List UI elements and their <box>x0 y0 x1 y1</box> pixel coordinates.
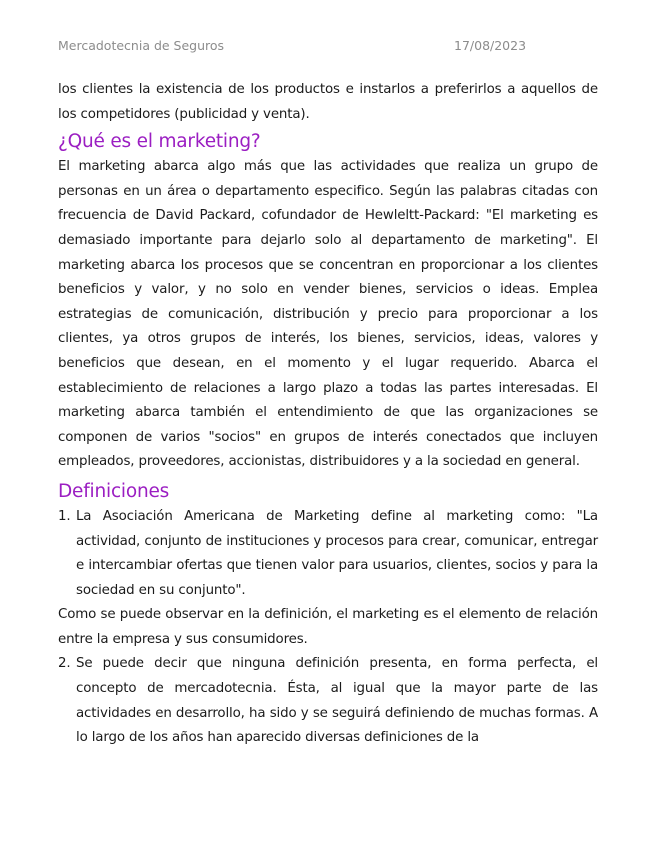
intro-paragraph: los clientes la existencia de los productos e instarlos a preferirlos a aquellos de los competidores (publicidad y venta). <box>58 82 598 122</box>
list-item-text: Se puede decir que ninguna definición presenta, en forma perfecta, el concepto de mercadotecnia. Ésta, al igual que la mayor parte de las actividades en desarrollo, ha sido y se seguirá definiendo de muchas formas. A lo largo de los años han aparecido diversas definiciones de la <box>76 656 598 746</box>
observation-paragraph: Como se puede observar en la definición, el marketing es el elemento de relación entre la empresa y sus consumidores. <box>58 607 598 647</box>
list-number: 2. <box>58 656 71 672</box>
heading-definiciones: Definiciones <box>58 480 170 502</box>
list-item-text: La Asociación Americana de Marketing define al marketing como: "La actividad, conjunto de instituciones y procesos para crear, comunicar, entregar e intercambiar ofertas que tienen valor para usuarios, clientes, socios y para la sociedad en su conjunto". <box>76 508 598 598</box>
list-item <box>58 652 598 750</box>
page-content <box>58 78 598 751</box>
definitions-list-2 <box>58 652 598 750</box>
list-number: 1. <box>58 508 71 524</box>
heading-que-es-marketing: ¿Qué es el marketing? <box>58 131 261 153</box>
document-date: 17/08/2023 <box>454 38 527 53</box>
marketing-paragraph: El marketing abarca algo más que las actividades que realiza un grupo de personas en un área o departamento especifico. Según las palabras citadas con frecuencia de David Packard, cofundador de Hewleltt-Packard: "El marketing es demasiado importante para dejarlo solo al departamento de marketing". El marketing abarca los procesos que se concentran en proporcionar a los clientes beneficios y valor, y no solo en vender bienes, servicios o ideas. Emplea estrategias de comunicación, distribución y precio para proporcionar a los clientes, ya otros grupos de interés, los bienes, servicios, ideas, valores y beneficios que desean, en el momento y el lugar requerido. Abarca el establecimiento de relaciones a largo plazo a todas las partes interesadas. El marketing abarca también el entendimiento de que las organizaciones se componen de varios "socios" en grupos de interés conectados que incluyen empleados, proveedores, accionistas, distribuidores y a la sociedad en general. <box>58 159 598 470</box>
definitions-list-1 <box>58 505 598 603</box>
document-title: Mercadotecnia de Seguros <box>58 38 225 53</box>
list-item <box>58 505 598 603</box>
page-header <box>58 38 598 56</box>
